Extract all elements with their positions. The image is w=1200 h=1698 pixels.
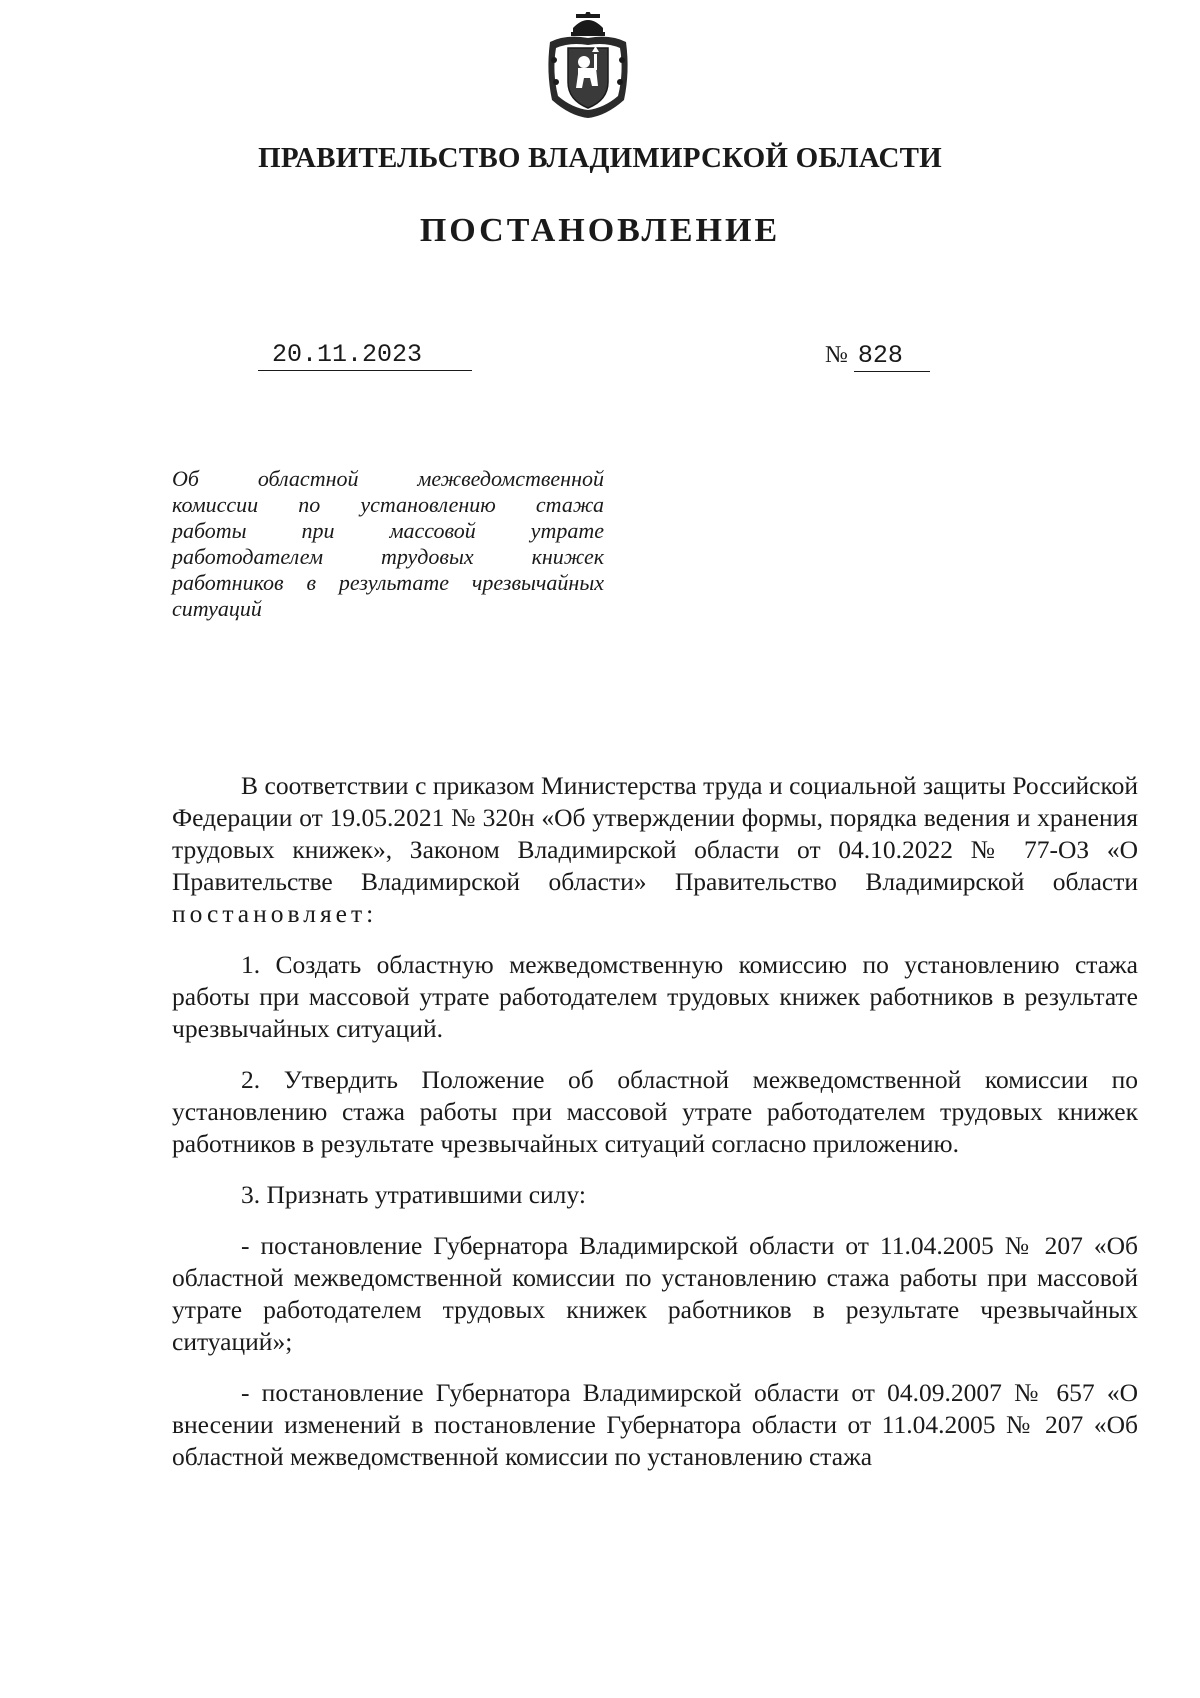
preamble-verb: постановляет: — [172, 899, 378, 928]
vladimir-region-coat-of-arms-icon — [540, 12, 636, 122]
item-3: 3. Признать утратившими силу: — [241, 1180, 586, 1209]
subject-line: работы при массовой утрате — [172, 518, 604, 543]
item-3-a: - постановление Губернатора Владимирской области от 11.04.2005 № 207 «Об областной межведомственной комиссии по установлению стажа работы при массовой утрате работодателем трудовых книжек работников в результате чрезвычайных ситуаций»; — [172, 1231, 1138, 1356]
number-label: № — [825, 342, 848, 368]
organization-title: ПРАВИТЕЛЬСТВО ВЛАДИМИРСКОЙ ОБЛАСТИ — [258, 142, 942, 174]
item-3-b: - постановление Губернатора Владимирской области от 04.09.2007 № 657 «О внесении изменений в постановление Губернатора области от 11.04.2005 № 207 «Об областной межведомственной комиссии по установлению стажа — [172, 1378, 1138, 1471]
preamble-text: В соответствии с приказом Министерства труда и социальной защиты Российской Федерации от 19.05.2021 № 320н «Об утверждении формы, порядка ведения и хранения трудовых книжек», Законом Владимирской области от 04.10.2022 № 77-ОЗ «О Правительстве Владимирской области» Правительство Владимирской области — [172, 771, 1138, 896]
document-number — [825, 340, 930, 372]
item-1: 1. Создать областную межведомственную комиссию по установлению стажа работы при массовой утрате работодателем трудовых книжек работников в результате чрезвычайных ситуаций. — [172, 950, 1138, 1043]
preamble-paragraph — [172, 770, 1138, 930]
subject-line: ситуаций — [172, 596, 262, 621]
item-2: 2. Утвердить Положение об областной межведомственной комиссии по установлению стажа работы при массовой утрате работодателем трудовых книжек работников в результате чрезвычайных ситуаций согласно приложению. — [172, 1065, 1138, 1158]
subject-line: работников в результате чрезвычайных — [172, 570, 604, 595]
subject-line: работодателем трудовых книжек — [172, 544, 604, 569]
subject-line: Об областной межведомственной — [172, 466, 604, 491]
document-subject — [172, 466, 604, 622]
number-value: 828 — [854, 341, 930, 372]
subject-line: комиссии по установлению стажа — [172, 492, 604, 517]
document-type: ПОСТАНОВЛЕНИЕ — [419, 212, 781, 249]
document-date: 20.11.2023 — [258, 340, 472, 371]
document-body — [172, 770, 1138, 1492]
